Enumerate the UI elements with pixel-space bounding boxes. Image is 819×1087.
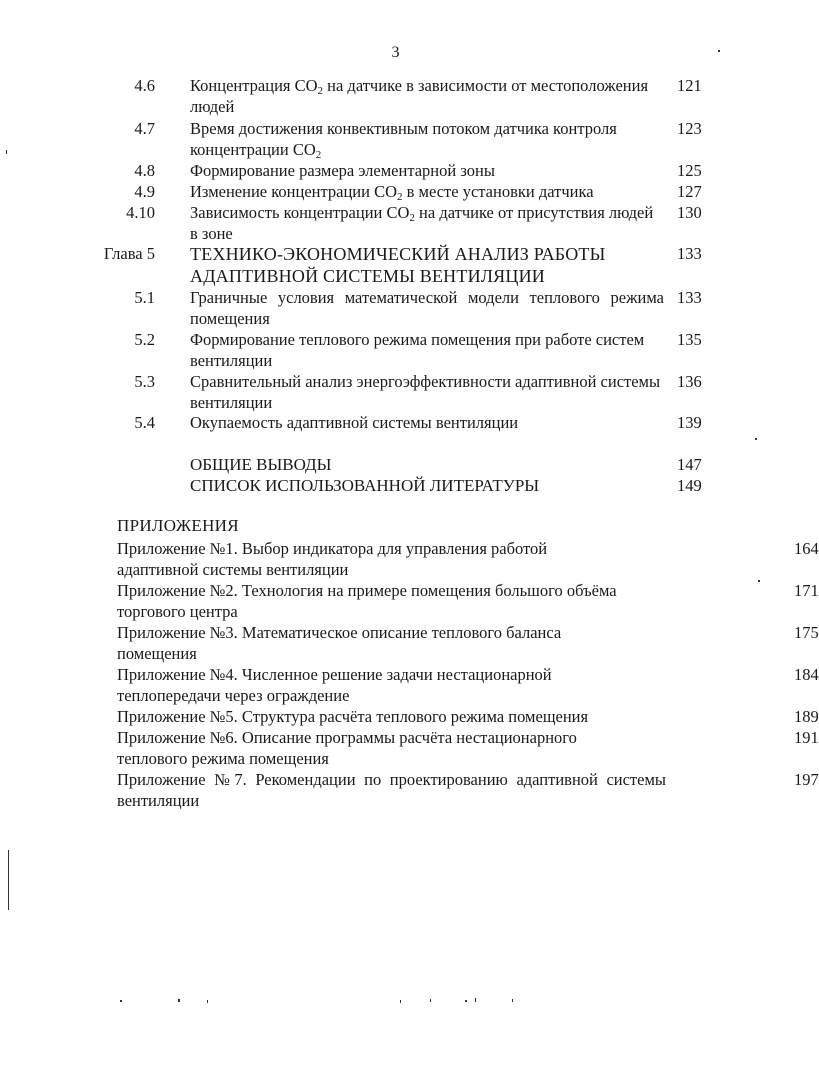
- toc-num: 5.4: [134, 413, 155, 432]
- scan-artifact-dot: [475, 998, 476, 1002]
- appendix-row-4: [117, 664, 819, 706]
- toc-num: 5.1: [134, 288, 155, 307]
- scan-artifact-dot: [755, 438, 757, 440]
- toc-title: Изменение концентрации $CO_2$ в месте установки датчика: [190, 182, 594, 203]
- scan-artifact-dot: [120, 1000, 122, 1002]
- toc-num: 4.6: [134, 76, 155, 95]
- appendix-title: Приложение №1. Выбор индикатора для управления работой адаптивной системы вентиляции: [117, 539, 548, 579]
- appendix-title: Приложение №5. Структура расчёта теплового режима помещения: [117, 707, 589, 726]
- appendix-title: Приложение №7. Рекомендации по проектированию адаптивной системы вентиляции: [117, 770, 666, 810]
- toc-page: 123: [677, 119, 702, 138]
- appendix-page: 164: [794, 539, 819, 558]
- appendix-page: 197: [794, 770, 819, 789]
- appendix-row-7: [117, 769, 819, 811]
- toc-page: 136: [677, 372, 702, 391]
- appendix-title: Приложение №3. Математическое описание теплового баланса помещения: [117, 623, 562, 663]
- scan-artifact-dot: [207, 1000, 208, 1003]
- scan-artifact-dot: [430, 999, 431, 1002]
- appendix-title: Приложение №6. Описание программы расчёта нестационарного теплового режима помещения: [117, 728, 577, 768]
- scan-artifact-dot: [512, 999, 513, 1002]
- toc-title: ТЕХНИКО-ЭКОНОМИЧЕСКИЙ АНАЛИЗ РАБОТЫ АДАПТИВНОЙ СИСТЕМЫ ВЕНТИЛЯЦИИ: [190, 244, 606, 286]
- toc-page: 149: [677, 476, 702, 495]
- toc-page: 139: [677, 413, 702, 432]
- toc-num: 5.2: [134, 330, 155, 349]
- toc-title: Время достижения конвективным потоком датчика контроля концентрации $CO_2$: [190, 119, 617, 161]
- toc-title: Граничные условия математической модели теплового режима помещения: [190, 288, 664, 328]
- toc-page: 125: [677, 161, 702, 180]
- toc-title: Окупаемость адаптивной системы вентиляции: [190, 413, 519, 432]
- toc-title: СПИСОК ИСПОЛЬЗОВАННОЙ ЛИТЕРАТУРЫ: [190, 476, 540, 495]
- appendix-row-3: [117, 622, 819, 664]
- appendices-heading: ПРИЛОЖЕНИЯ: [117, 516, 239, 535]
- appendix-page: 189: [794, 707, 819, 726]
- toc-num: 4.10: [126, 203, 155, 222]
- appendix-page: 184: [794, 665, 819, 684]
- toc-num: 4.7: [134, 119, 155, 138]
- appendix-page: 175: [794, 623, 819, 642]
- appendix-page: 171: [794, 581, 819, 600]
- toc-title: Формирование теплового режима помещения при работе систем вентиляции: [190, 330, 645, 370]
- scan-artifact-dot: [465, 1000, 467, 1002]
- toc-page: 130: [677, 203, 702, 222]
- toc-title: ОБЩИЕ ВЫВОДЫ: [190, 455, 332, 474]
- scan-artifact-dot: [178, 999, 180, 1002]
- toc-page: 121: [677, 76, 702, 95]
- scan-artifact-dot: [400, 1000, 401, 1003]
- appendix-row-5: [117, 706, 819, 727]
- toc-page: 133: [677, 288, 702, 307]
- toc-title: Зависимость концентрации $CO_2$ на датчике от присутствия людей в зоне: [190, 203, 654, 243]
- toc-page: 133: [677, 244, 702, 263]
- toc-page: 147: [677, 455, 702, 474]
- appendix-title: Приложение №4. Численное решение задачи нестационарной теплопередачи через ограждение: [117, 665, 552, 705]
- page-number: 3: [391, 44, 400, 61]
- scan-artifact-dot: [718, 50, 720, 52]
- appendix-page: 191: [794, 728, 819, 747]
- appendix-row-2: [117, 580, 819, 622]
- appendix-row-6: [117, 727, 819, 769]
- toc-title: Сравнительный анализ энергоэффективности адаптивной системы вентиляции: [190, 372, 661, 412]
- toc-num: 4.9: [134, 182, 155, 201]
- toc-num: 5.3: [134, 372, 155, 391]
- appendix-title: Приложение №2. Технология на примере помещения большого объёма торгового центра: [117, 581, 617, 621]
- toc-title: Концентрация $CO_2$ на датчике в зависимости от местоположения людей: [190, 76, 649, 116]
- appendix-row-1: [117, 538, 819, 580]
- toc-title: Формирование размера элементарной зоны: [190, 161, 495, 180]
- toc-num: 4.8: [134, 161, 155, 180]
- toc-num: Глава 5: [103, 244, 155, 263]
- scan-artifact-dot: [758, 580, 760, 582]
- scan-artifact-line: [8, 850, 9, 910]
- toc-page: 127: [677, 182, 702, 201]
- scan-artifact-dot: [6, 150, 7, 154]
- toc-page: 135: [677, 330, 702, 349]
